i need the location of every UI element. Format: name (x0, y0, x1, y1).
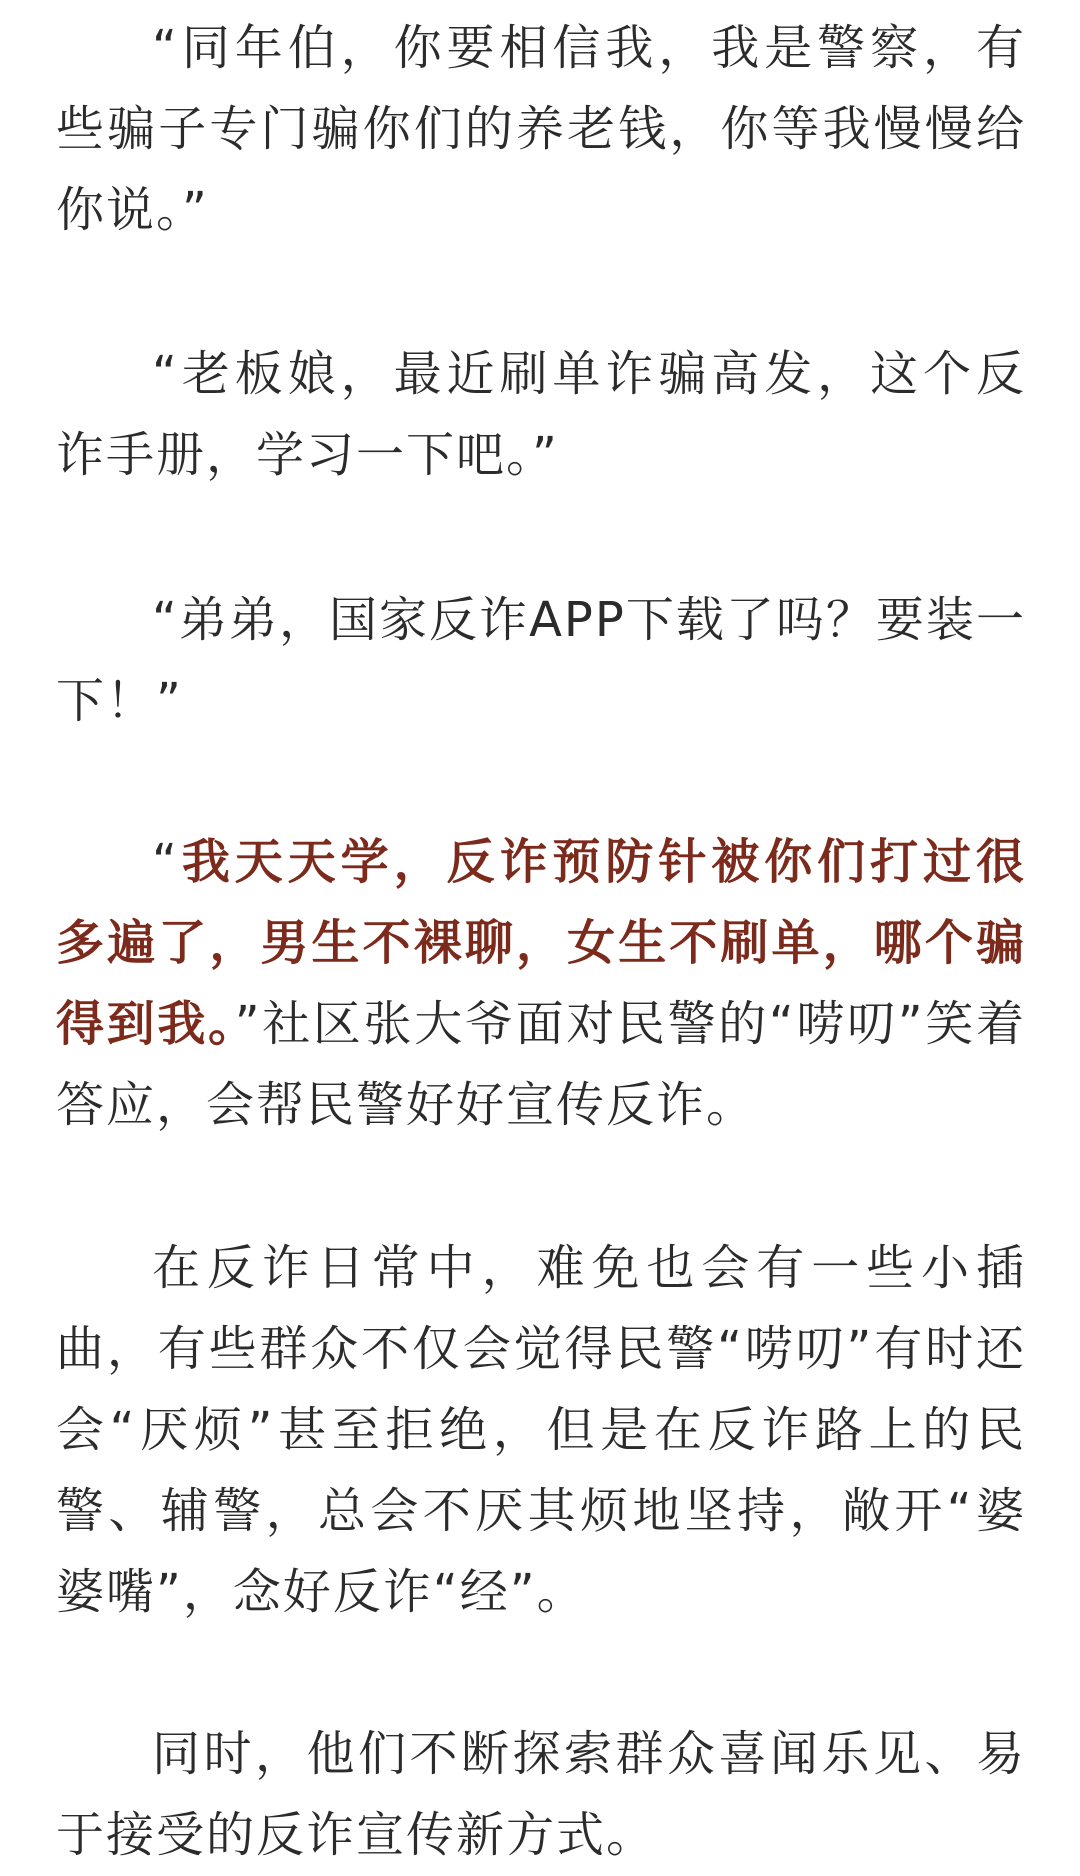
paragraph-shop-owner-quote: “老板娘，最近刷单诈骗高发，这个反诈手册，学习一下吧。” (56, 346, 1026, 483)
paragraph-app-quote: “弟弟，国家反诈APP下载了吗？要装一下！” (56, 592, 1026, 729)
emphasized-quote: 我天天学，反诈预防针被你们打过很多遍了，男生不裸聊，女生不刷单，哪个骗得到我。 (56, 834, 1026, 1052)
open-quote: “ (152, 834, 179, 890)
paragraph-new-methods: 同时，他们不断探索群众喜闻乐见、易于接受的反诈宣传新方式。 (56, 1726, 1026, 1863)
reply-narration: ”社区张大爷面对民警的“唠叨”笑着答应，会帮民警好好宣传反诈。 (56, 996, 1026, 1133)
paragraph-resident-reply (56, 822, 1026, 1146)
paragraph-daily-episodes: 在反诈日常中，难免也会有一些小插曲，有些群众不仅会觉得民警“唠叨”有时还会“厌烦”甚至拒绝，但是在反诈路上的民警、辅警，总会不厌其烦地坚持，敞开“婆婆嘴”，念好反诈“经”。 (56, 1240, 1026, 1620)
paragraph-police-quote: “同年伯，你要相信我，我是警察，有些骗子专门骗你们的养老钱，你等我慢慢给你说。” (56, 20, 1026, 238)
